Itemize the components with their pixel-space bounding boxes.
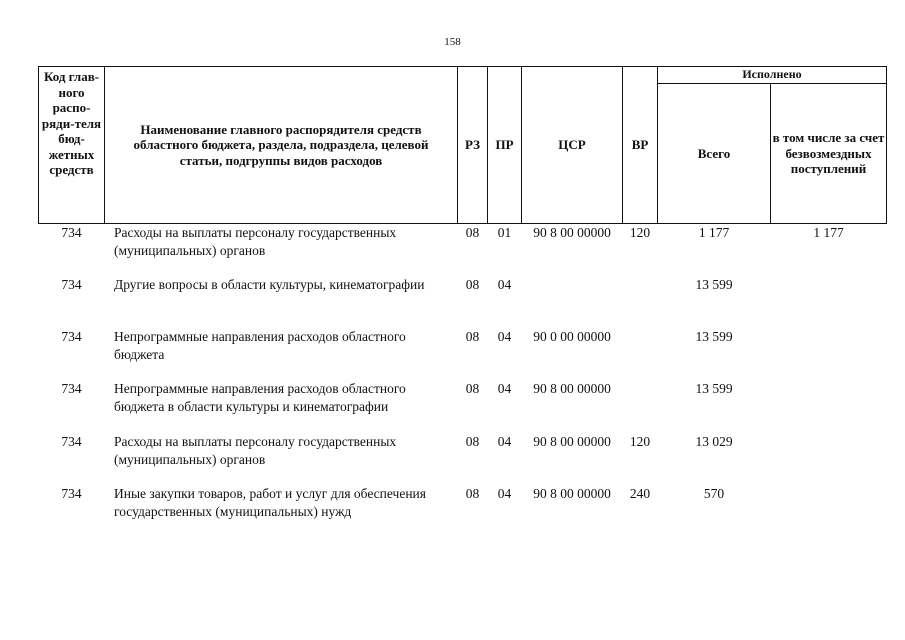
cell-code: 734 [61,225,82,240]
cell-vr: 120 [629,434,651,449]
cell-pr: 01 [497,225,512,240]
header-code: Код глав-ного распо-ряди-теля бюд-жетных средств [38,66,105,224]
cell-rz: 08 [465,434,480,449]
header-vr: ВР [622,66,658,224]
cell-rz: 08 [465,381,480,396]
cell-total: 1 177 [698,225,730,240]
cell-name: Непрограммные направления расходов областного бюджета [114,329,406,362]
cell-rz: 08 [465,486,480,501]
cell-code: 734 [61,434,82,449]
cell-total: 13 599 [695,277,733,292]
cell-total: 13 029 [695,434,733,449]
cell-csr: 90 8 00 00000 [533,486,611,501]
cell-code: 734 [61,486,82,501]
cell-pr: 04 [497,486,512,501]
cell-csr: 90 8 00 00000 [533,225,611,240]
cell-name: Расходы на выплаты персоналу государственных (муниципальных) органов [114,434,397,467]
header-csr: ЦСР [521,66,623,224]
cell-csr: 90 0 00 00000 [533,329,611,344]
cell-vr: 120 [629,225,651,240]
cell-vr: 240 [629,486,651,501]
cell-rz: 08 [465,225,480,240]
cell-rz: 08 [465,277,480,292]
cell-total: 13 599 [695,381,733,396]
header-rz: РЗ [457,66,488,224]
page-number: 158 [444,36,461,48]
header-name: Наименование главного распорядителя средств областного бюджета, раздела, подраздела, целевой статьи, подгруппы видов расходов [104,66,458,224]
cell-csr: 90 8 00 00000 [533,381,611,396]
cell-free: 1 177 [813,225,844,240]
cell-csr: 90 8 00 00000 [533,434,611,449]
cell-name: Другие вопросы в области культуры, кинематографии [114,277,425,292]
cell-rz: 08 [465,329,480,344]
cell-code: 734 [61,329,82,344]
cell-name: Расходы на выплаты персоналу государственных (муниципальных) органов [114,225,397,258]
cell-code: 734 [61,277,82,292]
cell-pr: 04 [497,277,512,292]
cell-code: 734 [61,381,82,396]
header-executed: Исполнено [657,66,887,84]
cell-pr: 04 [497,434,512,449]
cell-total: 570 [703,486,725,501]
cell-name: Непрограммные направления расходов областного бюджета в области культуры и кинематографии [114,381,406,414]
cell-pr: 04 [497,329,512,344]
header-pr: ПР [487,66,522,224]
cell-pr: 04 [497,381,512,396]
cell-total: 13 599 [695,329,733,344]
cell-name: Иные закупки товаров, работ и услуг для обеспечения государственных (муниципальных) нужд [114,486,426,519]
header-free: в том числе за счет безвозмездных поступлений [770,83,887,224]
header-total: Всего [657,83,771,224]
